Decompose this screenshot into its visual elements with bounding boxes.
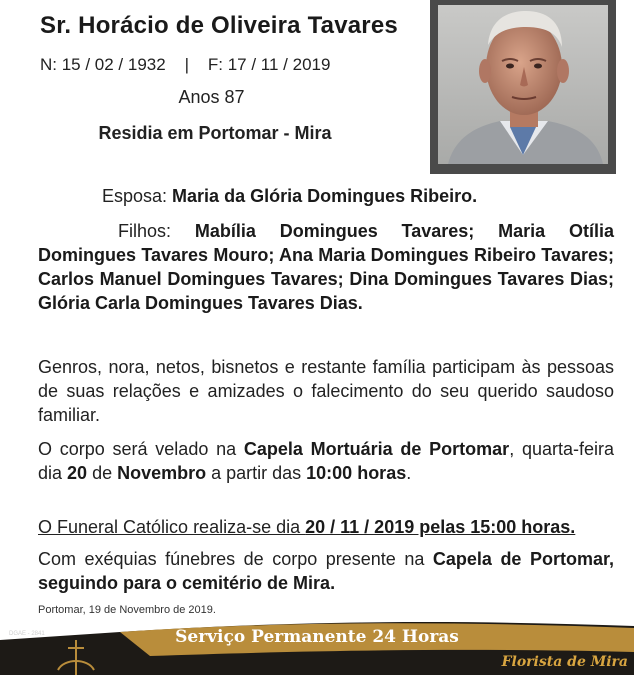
portrait-photo <box>430 0 616 174</box>
florist-label: Florista de Mira <box>501 654 628 670</box>
wake-time: 10:00 horas <box>306 463 407 483</box>
residence: Residia em Portomar - Mira <box>98 123 332 143</box>
funeral-paragraph <box>38 515 614 539</box>
children-names: Mabília Domingues Tavares; Maria Otília Domingues Tavares Mouro; Ana Maria Domingues Ribeiro Tavares; Carlos Manuel Domingues Tavares; Dina Domingues Tavares Dias; Glória Carla Domingues Tavares Dias. <box>38 221 614 313</box>
wake-text-2: , quarta-feira dia <box>38 439 614 483</box>
wake-text-5: . <box>406 463 412 483</box>
wake-place: Capela Mortuária de Portomar <box>243 439 510 459</box>
wake-month: Novembro <box>117 463 207 483</box>
exequies-details: Capela de Portomar, seguindo para o cemitério de Mira. <box>38 549 614 593</box>
exequies-paragraph <box>38 547 614 595</box>
children-paragraph <box>38 219 614 315</box>
children-label: Filhos: <box>118 221 195 241</box>
spouse-label: Esposa: <box>102 186 173 206</box>
spouse-line <box>38 184 614 208</box>
footer-banner <box>0 618 634 675</box>
deceased-name: Sr. Horácio de Oliveira Tavares <box>40 12 398 39</box>
funeral-details: 20 / 11 / 2019 pelas 15:00 horas. <box>305 517 576 537</box>
place-date: Portomar, 19 de Novembro de 2019. <box>38 604 216 616</box>
service-slogan: Serviço Permanente 24 Horas <box>175 627 459 647</box>
exequies-text: Com exéquias fúnebres de corpo presente na <box>38 549 433 569</box>
participation-paragraph: Genros, nora, netos, bisnetos e restante família participam às pessoas de suas relações e amizades o falecimento do seu querido saudoso familiar. <box>38 357 614 425</box>
age: Anos 87 <box>178 87 245 107</box>
wake-text-3: de <box>87 463 118 483</box>
birth-death-dates: N: 15 / 02 / 1932 | F: 17 / 11 / 2019 <box>40 55 331 74</box>
wake-paragraph <box>38 437 614 485</box>
funeral-text: O Funeral Católico realiza-se dia <box>38 517 306 537</box>
spouse-name: Maria da Glória Domingues Ribeiro. <box>172 186 478 206</box>
cross-emblem-icon <box>54 636 98 675</box>
wake-text-1: O corpo será velado na <box>38 439 244 459</box>
wake-day: 20 <box>67 463 88 483</box>
wake-text-4: a partir das <box>206 463 307 483</box>
portrait-icon <box>438 5 608 164</box>
license-code: DGAE - 2841 <box>9 631 45 637</box>
